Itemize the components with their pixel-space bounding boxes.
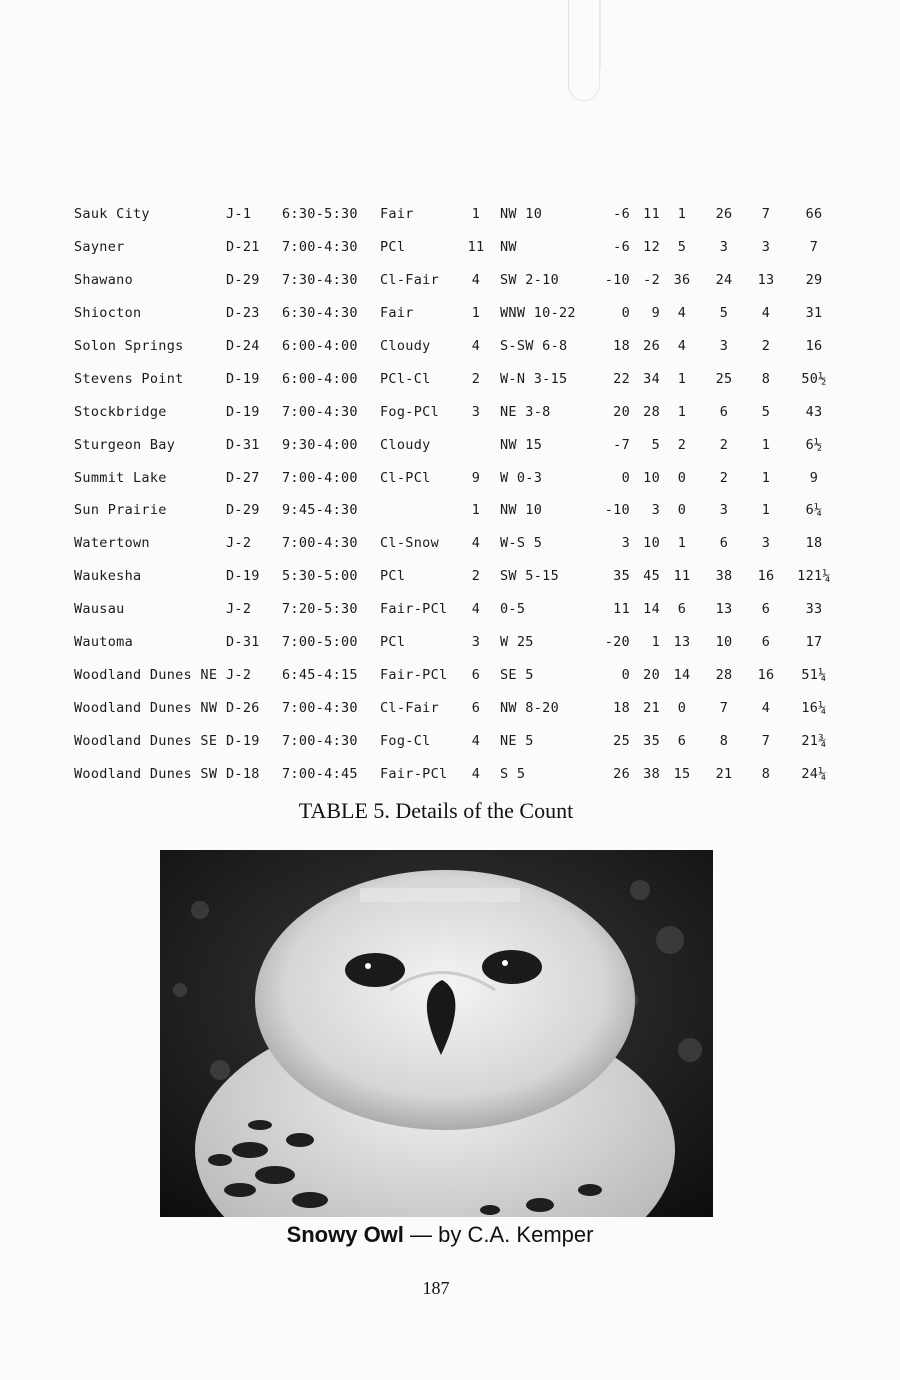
table-row [74,626,840,659]
cell-date: D-29 [226,272,260,289]
table-row [74,494,840,527]
cell-n1: 9 [471,469,481,486]
cell-location: Stevens Point [74,370,184,387]
cell-n1: 3 [471,634,481,651]
cell-a: 14 [673,666,691,683]
cell-n1: 4 [471,535,481,552]
cell-d: 16¼ [801,699,827,716]
cell-a: 4 [677,305,687,322]
photo-credit: — by C.A. Kemper [410,1222,594,1247]
cell-sky: Fair [380,206,414,223]
cell-b: 2 [719,436,729,453]
table-row [74,297,840,330]
cell-a: 2 [677,436,687,453]
cell-d: 17 [805,634,823,651]
table-row [74,395,840,428]
cell-lo: -10 [604,502,630,519]
table-row [74,264,840,297]
cell-sky: PCl [380,239,406,256]
cell-d: 6½ [805,436,823,453]
table-body [74,198,840,790]
cell-lo: 20 [613,403,630,420]
cell-time: 7:00-4:00 [282,469,358,486]
cell-c: 6 [761,601,771,618]
cell-sky: Fair-PCl [380,666,448,683]
cell-lo: 35 [613,568,630,585]
table-row [74,757,840,790]
cell-c: 1 [761,436,771,453]
cell-a: 1 [677,535,687,552]
table-caption: TABLE 5. Details of the Count [298,798,574,823]
cell-n1: 1 [471,206,481,223]
cell-n1: 3 [471,403,481,420]
cell-wind: W-N 3-15 [500,370,568,387]
cell-c: 8 [761,765,771,782]
cell-wind: SE 5 [500,666,534,683]
cell-b: 7 [719,699,729,716]
cell-date: D-31 [226,634,260,651]
cell-n1: 6 [471,666,481,683]
table-row [74,198,840,231]
cell-sky: PCl [380,568,406,585]
cell-n1: 2 [471,370,481,387]
cell-d: 43 [805,403,823,420]
cell-a: 0 [677,699,687,716]
table-row [74,527,840,560]
cell-location: Wautoma [74,634,133,651]
cell-location: Shawano [74,272,133,289]
cell-hi: 12 [643,239,660,256]
table-row [74,658,840,691]
cell-location: Solon Springs [74,338,184,354]
cell-time: 7:00-4:30 [282,699,358,716]
cell-wind: NE 3-8 [500,403,551,420]
cell-b: 10 [715,634,733,651]
cell-hi: 34 [643,370,660,387]
cell-b: 28 [715,666,733,683]
cell-hi: 11 [643,206,660,223]
cell-wind: 0-5 [500,601,526,618]
cell-lo: -20 [604,634,630,651]
cell-n1: 11 [467,239,485,256]
cell-hi: 38 [643,765,660,782]
cell-c: 16 [757,568,775,585]
cell-wind: WNW 10-22 [500,305,576,322]
cell-c: 7 [761,206,771,223]
cell-date: J-2 [226,601,252,618]
cell-time: 6:00-4:00 [282,338,358,354]
cell-date: D-19 [226,568,260,585]
cell-n1: 6 [471,699,481,716]
cell-sky: Fog-PCl [380,403,439,420]
cell-hi: -2 [643,272,660,289]
cell-lo: -10 [604,272,630,289]
cell-location: Woodland Dunes NE [74,666,218,683]
cell-b: 5 [719,305,729,322]
cell-wind: S 5 [500,765,526,782]
cell-wind: W 0-3 [500,469,543,486]
cell-sky: Fair [380,305,414,322]
cell-time: 5:30-5:00 [282,568,358,585]
cell-date: D-27 [226,469,260,486]
cell-n1: 4 [471,272,481,289]
cell-d: 18 [805,535,823,552]
cell-location: Woodland Dunes SE [74,732,218,749]
cell-b: 3 [719,338,729,354]
cell-location: Woodland Dunes SW [74,765,218,782]
cell-time: 6:30-5:30 [282,206,358,223]
cell-c: 4 [761,305,771,322]
table-row [74,362,840,395]
cell-b: 3 [719,502,729,519]
cell-sky: Cloudy [380,338,431,354]
cell-wind: SW 5-15 [500,568,559,585]
table-row [74,330,840,363]
cell-sky: PCl [380,634,406,651]
cell-hi: 1 [651,634,660,651]
cell-hi: 26 [643,338,660,354]
cell-time: 7:00-4:30 [282,732,358,749]
cell-lo: 26 [613,765,630,782]
cell-b: 6 [719,535,729,552]
cell-lo: 0 [621,666,630,683]
cell-d: 31 [805,305,823,322]
cell-a: 36 [673,272,691,289]
cell-d: 66 [805,206,823,223]
cell-date: D-19 [226,370,260,387]
cell-time: 7:20-5:30 [282,601,358,618]
cell-sky: Cl-Fair [380,699,439,716]
table-row [74,428,840,461]
cell-wind: NW 10 [500,206,543,223]
table-row [74,231,840,264]
table-row [74,461,840,494]
cell-wind: W 25 [500,634,534,651]
cell-hi: 5 [651,436,660,453]
cell-date: D-24 [226,338,260,354]
cell-a: 1 [677,370,687,387]
cell-c: 1 [761,469,771,486]
cell-time: 9:30-4:00 [282,436,358,453]
cell-lo: 0 [621,305,630,322]
cell-wind: NE 5 [500,732,534,749]
cell-b: 24 [715,272,733,289]
cell-time: 7:00-4:30 [282,535,358,552]
cell-location: Watertown [74,535,150,552]
cell-d: 9 [809,469,819,486]
cell-c: 8 [761,370,771,387]
cell-date: J-1 [226,206,252,223]
cell-sky: Fog-Cl [380,732,431,749]
cell-d: 21¾ [801,732,827,749]
cell-location: Sturgeon Bay [74,436,176,453]
cell-date: J-2 [226,666,252,683]
cell-date: D-18 [226,765,260,782]
cell-n1: 1 [471,305,481,322]
cell-d: 7 [809,239,819,256]
cell-location: Stockbridge [74,403,167,420]
cell-b: 21 [715,765,733,782]
cell-lo: 3 [621,535,630,552]
cell-d: 16 [805,338,823,354]
cell-c: 2 [761,338,771,354]
cell-c: 3 [761,535,771,552]
cell-wind: NW [500,239,517,256]
cell-location: Sauk City [74,206,150,223]
paper-crease-line [600,0,601,70]
cell-d: 121¼ [797,568,831,585]
cell-time: 7:00-4:30 [282,239,358,256]
cell-lo: 25 [613,732,630,749]
table-row [74,724,840,757]
cell-sky [380,494,458,527]
cell-lo: 11 [613,601,630,618]
cell-n1 [458,428,494,461]
cell-n1: 4 [471,765,481,782]
cell-sky: PCl-Cl [380,370,431,387]
cell-c: 4 [761,699,771,716]
cell-c: 16 [757,666,775,683]
cell-c: 7 [761,732,771,749]
cell-b: 8 [719,732,729,749]
cell-d: 6¼ [805,502,823,519]
table-row [74,560,840,593]
cell-hi: 45 [643,568,660,585]
cell-date: D-26 [226,699,260,716]
cell-a: 6 [677,732,687,749]
cell-location: Wausau [74,601,125,618]
cell-lo: -7 [613,436,630,453]
cell-sky: Cl-Fair [380,272,439,289]
cell-a: 6 [677,601,687,618]
cell-location: Woodland Dunes NW [74,699,218,716]
cell-c: 5 [761,403,771,420]
paper-crease [568,0,600,101]
cell-lo: 18 [613,338,630,354]
cell-n1: 1 [471,502,481,519]
cell-time: 7:00-5:00 [282,634,358,651]
cell-sky: Fair-PCl [380,765,448,782]
cell-hi: 20 [643,666,660,683]
cell-b: 3 [719,239,729,256]
cell-date: D-19 [226,403,260,420]
cell-date: D-23 [226,305,260,322]
cell-b: 26 [715,206,733,223]
cell-hi: 10 [643,469,660,486]
cell-a: 15 [673,765,691,782]
cell-hi: 9 [651,305,660,322]
cell-d: 24¼ [801,765,827,782]
cell-b: 25 [715,370,733,387]
cell-a: 0 [677,469,687,486]
cell-c: 3 [761,239,771,256]
cell-hi: 35 [643,732,660,749]
cell-b: 6 [719,403,729,420]
cell-wind: S-SW 6-8 [500,338,568,354]
cell-hi: 21 [643,699,660,716]
cell-d: 33 [805,601,823,618]
count-details-table [74,198,840,790]
cell-c: 6 [761,634,771,651]
photo-caption [0,1222,880,1248]
cell-wind: NW 8-20 [500,699,559,716]
table-row [74,691,840,724]
cell-d: 51¼ [801,666,827,683]
cell-time: 7:00-4:30 [282,403,358,420]
cell-date: D-19 [226,732,260,749]
cell-b: 2 [719,469,729,486]
cell-wind: SW 2-10 [500,272,559,289]
cell-location: Sun Prairie [74,502,167,519]
cell-lo: 22 [613,370,630,387]
cell-a: 5 [677,239,687,256]
cell-date: J-2 [226,535,252,552]
cell-hi: 10 [643,535,660,552]
cell-a: 13 [673,634,691,651]
cell-b: 13 [715,601,733,618]
cell-a: 1 [677,403,687,420]
cell-wind: NW 10 [500,502,543,519]
cell-time: 6:45-4:15 [282,666,358,683]
cell-location: Waukesha [74,568,142,585]
cell-hi: 14 [643,601,660,618]
photo-subject: Snowy Owl [286,1222,404,1247]
cell-a: 0 [677,502,687,519]
cell-c: 13 [757,272,775,289]
cell-sky: Fair-PCl [380,601,448,618]
cell-a: 11 [673,568,691,585]
cell-date: D-21 [226,239,260,256]
cell-location: Shiocton [74,305,142,322]
owl-illustration [160,850,713,1217]
cell-location: Summit Lake [74,469,167,486]
cell-sky: Cl-Snow [380,535,439,552]
cell-time: 6:00-4:00 [282,370,358,387]
cell-location: Sayner [74,239,125,256]
cell-lo: -6 [613,239,630,256]
table-row [74,593,840,626]
cell-lo: 0 [621,469,630,486]
cell-d: 50½ [801,370,827,387]
cell-lo: -6 [613,206,630,223]
cell-a: 1 [677,206,687,223]
cell-time: 6:30-4:30 [282,305,358,322]
page-number: 187 [422,1278,450,1298]
cell-time: 9:45-4:30 [282,502,358,519]
cell-n1: 2 [471,568,481,585]
cell-b: 38 [715,568,733,585]
cell-n1: 4 [471,601,481,618]
cell-d: 29 [805,272,823,289]
cell-a: 4 [677,338,687,354]
cell-n1: 4 [471,732,481,749]
cell-n1: 4 [471,338,481,354]
cell-time: 7:00-4:45 [282,765,358,782]
cell-lo: 18 [613,699,630,716]
cell-time: 7:30-4:30 [282,272,358,289]
cell-date: D-31 [226,436,260,453]
snowy-owl-photo [160,850,713,1217]
cell-hi: 28 [643,403,660,420]
cell-hi: 3 [651,502,660,519]
cell-wind: W-S 5 [500,535,543,552]
cell-wind: NW 15 [500,436,543,453]
cell-date: D-29 [226,502,260,519]
cell-c: 1 [761,502,771,519]
cell-sky: Cloudy [380,436,431,453]
cell-sky: Cl-PCl [380,469,431,486]
